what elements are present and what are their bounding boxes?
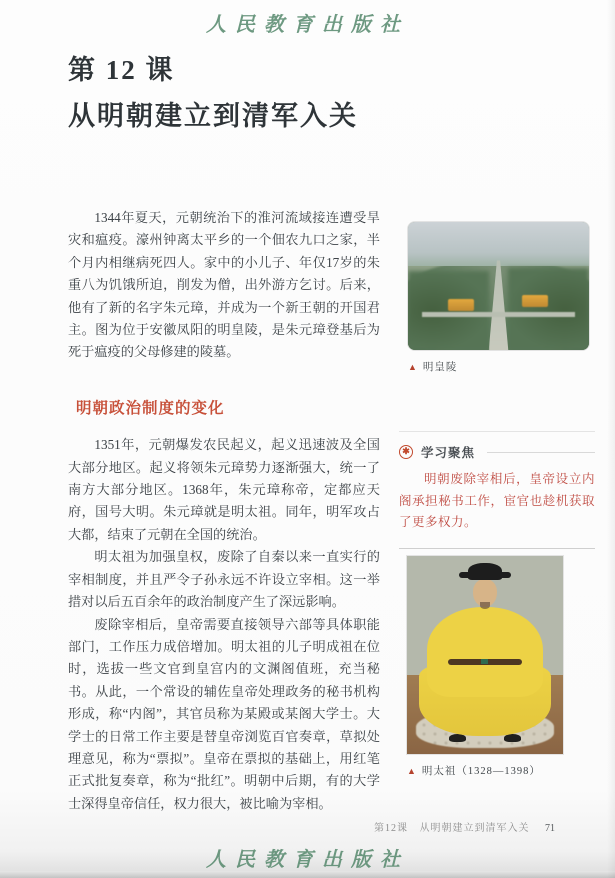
main-text-column: [68, 207, 380, 815]
ming-taizu-portrait: [407, 556, 563, 754]
emperor-caption: [407, 763, 563, 778]
tomb-cross-path: [422, 312, 574, 317]
tomb-caption: [408, 359, 589, 374]
body-paragraph-3: 废除宰相后，皇帝需要直接领导六部等具体职能部门，工作压力成倍增加。明太祖的儿子明成祖在位时，选拔一些文官到皇宫内的文渊阁值班，充当秘书。从此，一个常设的辅佐皇帝处理政务的秘书机构形成，称“内阁”，其官员称为某殿或某阁大学士。大学士的日常工作主要是替皇帝浏览百官奏章，草拟处理意见，称为“票拟”。皇帝在票拟的基础上，用红笔正式批复奏章，称为“批红”。明朝中后期，有的大学士深得皇帝信任，权力很大，被比喻为宰相。: [68, 616, 380, 811]
publisher-logo-bottom: 人民教育出版社: [206, 849, 409, 871]
tomb-pavilion-right: [522, 295, 548, 307]
focus-rule-line: [487, 452, 595, 453]
emperor-caption-text: 明太祖（1328—1398）: [421, 766, 541, 777]
focus-flower-icon: ✱: [399, 445, 413, 459]
page-bottom-edge: [0, 871, 615, 878]
portrait-beard: [480, 602, 490, 609]
publisher-logo: 人民教育出版社: [206, 14, 409, 36]
page-number: 71: [545, 823, 555, 834]
figure-ming-taizu: [407, 556, 563, 778]
intro-paragraph: 1344年夏天，元朝统治下的淮河流域接连遭受旱灾和瘟疫。濠州钟离太平乡的一个佃农九口之家，半个月内相继病死四人。家中的小儿子、年仅17岁的朱重八为饥饿所迫，削发为僧，出外游方乞讨。后来，他有了新的名字朱元璋，并成为一个新王朝的开国君主。图为位于安徽凤阳的明皇陵，是朱元璋登基后为死于瘟疫的父母修建的陵墓。: [68, 210, 380, 360]
page-title: 从明朝建立到清军入关: [68, 101, 358, 131]
caption-triangle-icon: ▲: [408, 362, 418, 372]
footer-lesson: 第12课: [374, 823, 408, 834]
lesson-number: 第 12 课: [68, 55, 175, 85]
ming-tomb-photo: [408, 222, 589, 350]
focus-title: 学习聚焦: [421, 446, 476, 460]
learning-focus-box: [399, 431, 595, 549]
title-block: [68, 48, 358, 133]
portrait-robe: [427, 607, 542, 696]
tomb-pavilion-left: [448, 299, 474, 311]
caption-triangle-icon: ▲: [407, 766, 417, 776]
portrait-belt: [448, 659, 523, 665]
portrait-shoe-right: [504, 734, 521, 742]
body-paragraph-1: 1351年，元朝爆发农民起义，起义迅速波及全国大部分地区。起义将领朱元璋势力逐渐强大，统一了南方大部分地区。1368年，朱元璋称帝，定都应天府，国号大明。朱元璋就是明太祖。同年，明军攻占大都，结束了元朝在全国的统治。: [68, 437, 380, 542]
tomb-trees-right: [508, 268, 589, 350]
focus-text: 明朝废除宰相后，皇帝设立内阁承担秘书工作，宦官也趁机获取了更多权力。: [399, 472, 595, 529]
learning-focus-header: [399, 443, 595, 461]
tomb-sky: [408, 222, 589, 266]
tomb-caption-text: 明皇陵: [422, 362, 458, 373]
portrait-hat: [468, 563, 502, 580]
section-heading: 明朝政治制度的变化: [76, 399, 225, 417]
body-paragraph-2: 明太祖为加强皇权，废除了自秦以来一直实行的宰相制度，并且严令子孙永远不许设立宰相。这一举措对以后五百余年的政治制度产生了深远影响。: [68, 549, 380, 610]
figure-ming-tomb: [408, 222, 589, 374]
page-footer: [0, 819, 555, 834]
portrait-shoe-left: [449, 734, 466, 742]
footer-title: 从明朝建立到清军入关: [419, 823, 530, 834]
